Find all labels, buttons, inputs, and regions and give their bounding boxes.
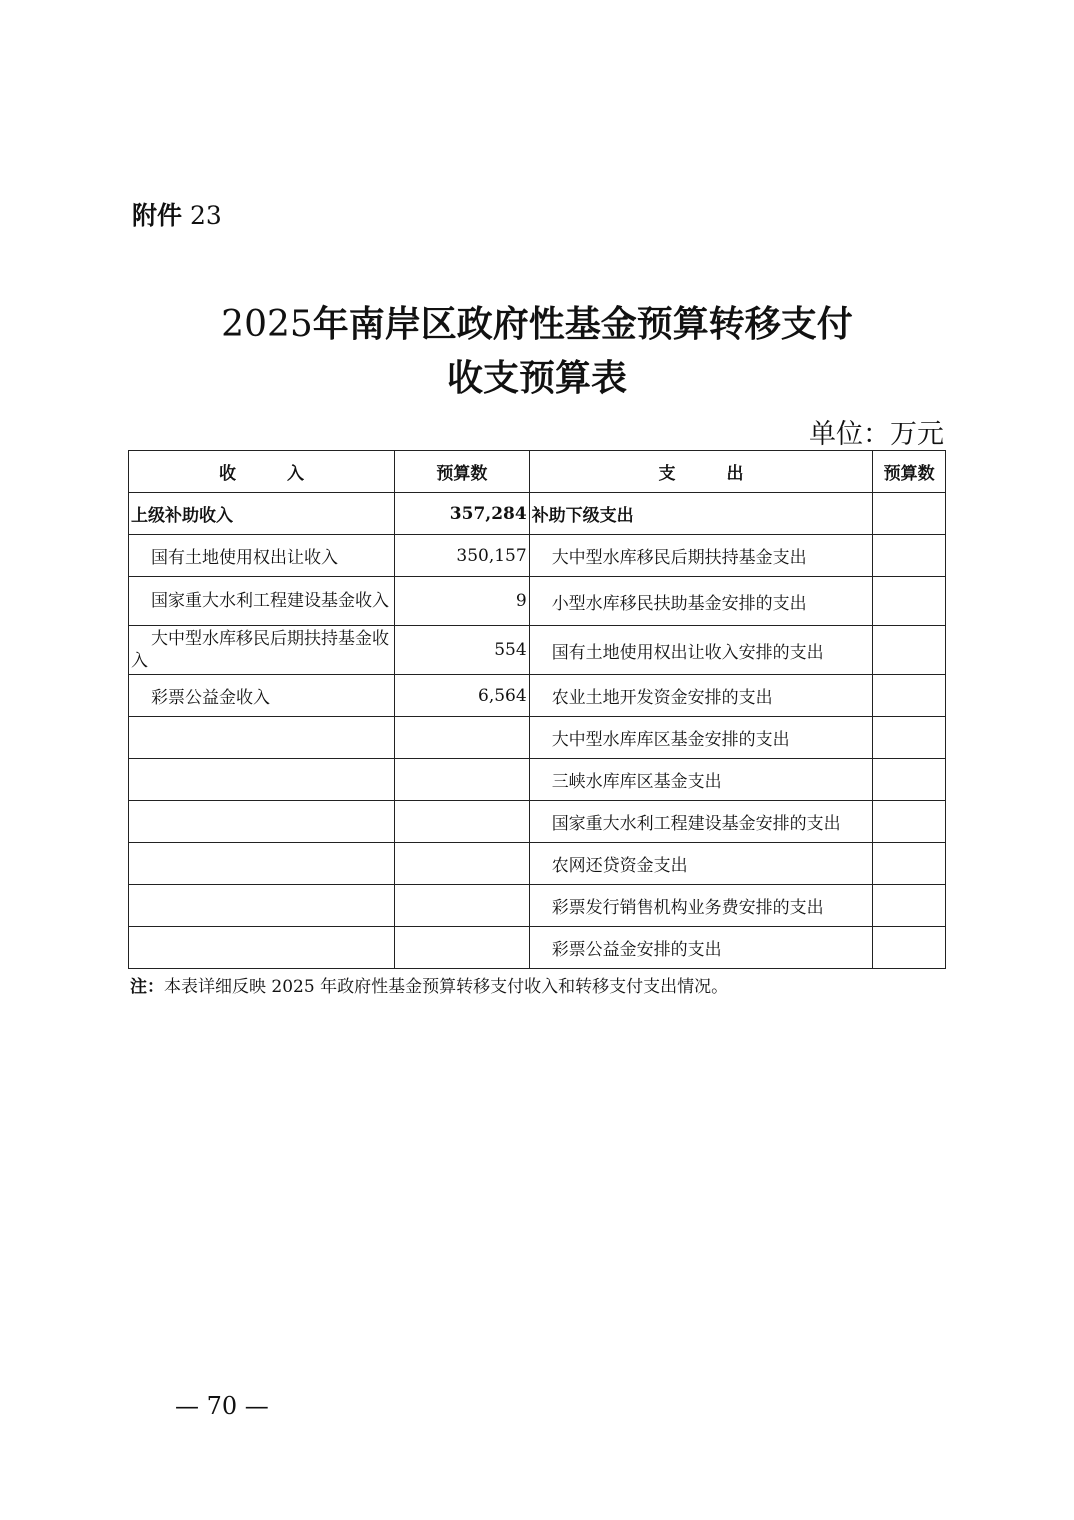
expense-cell: 大中型水库库区基金安排的支出 [529, 717, 873, 759]
table-row [129, 717, 946, 759]
income-cell: 国家重大水利工程建设基金收入 [129, 577, 395, 626]
income-budget-cell: 9 [394, 577, 529, 626]
income-cell: 国有土地使用权出让收入 [129, 535, 395, 577]
expense-budget-cell [873, 717, 946, 759]
table-header-row [129, 451, 946, 493]
expense-budget-cell [873, 535, 946, 577]
expense-cell: 彩票发行销售机构业务费安排的支出 [529, 885, 873, 927]
expense-cell: 大中型水库移民后期扶持基金支出 [529, 535, 873, 577]
note-text: 本表详细反映 2025 年政府性基金预算转移支付收入和转移支付支出情况。 [164, 977, 729, 997]
unit-label: 单位：万元 [809, 419, 944, 450]
expense-cell: 补助下级支出 [529, 493, 873, 535]
table-row [129, 885, 946, 927]
income-budget-cell [394, 927, 529, 969]
expense-cell: 彩票公益金安排的支出 [529, 927, 873, 969]
attachment-word: 附件 [132, 201, 183, 230]
income-cell: 上级补助收入 [129, 493, 395, 535]
income-budget-cell: 554 [394, 626, 529, 675]
table-row [129, 843, 946, 885]
income-budget-cell: 6,564 [394, 675, 529, 717]
header-income-budget: 预算数 [394, 451, 529, 493]
income-budget-cell [394, 801, 529, 843]
income-cell: 大中型水库移民后期扶持基金收入 [129, 626, 395, 675]
expense-budget-cell [873, 927, 946, 969]
table-row [129, 577, 946, 626]
header-expense: 支 出 [529, 451, 873, 493]
expense-budget-cell [873, 885, 946, 927]
expense-budget-cell [873, 626, 946, 675]
income-cell [129, 759, 395, 801]
table-row [129, 675, 946, 717]
budget-table [128, 450, 946, 969]
attachment-label [132, 196, 222, 232]
expense-cell: 国家重大水利工程建设基金安排的支出 [529, 801, 873, 843]
expense-budget-cell [873, 577, 946, 626]
table-row [129, 759, 946, 801]
table-row [129, 493, 946, 535]
income-budget-cell [394, 843, 529, 885]
page-title-line2: 收支预算表 [446, 357, 627, 399]
income-cell [129, 717, 395, 759]
income-budget-cell: 350,157 [394, 535, 529, 577]
expense-budget-cell [873, 675, 946, 717]
expense-cell: 农业土地开发资金安排的支出 [529, 675, 873, 717]
table-row [129, 927, 946, 969]
income-budget-cell [394, 759, 529, 801]
income-cell [129, 843, 395, 885]
table-row [129, 801, 946, 843]
expense-budget-cell [873, 801, 946, 843]
attachment-number: 23 [189, 201, 222, 230]
header-income: 收 入 [129, 451, 395, 493]
income-cell [129, 801, 395, 843]
title-year: 2025 [221, 304, 313, 345]
page-title [0, 296, 1074, 347]
expense-budget-cell [873, 759, 946, 801]
expense-cell: 农网还贷资金支出 [529, 843, 873, 885]
expense-cell: 三峡水库库区基金支出 [529, 759, 873, 801]
note-label: 注： [130, 977, 164, 997]
page-number: — 70 — [175, 1392, 269, 1420]
income-budget-cell [394, 885, 529, 927]
expense-cell: 国有土地使用权出让收入安排的支出 [529, 626, 873, 675]
header-expense-budget: 预算数 [873, 451, 946, 493]
expense-cell: 小型水库移民扶助基金安排的支出 [529, 577, 873, 626]
expense-budget-cell [873, 493, 946, 535]
table-note [130, 972, 728, 997]
income-budget-cell [394, 717, 529, 759]
income-cell [129, 927, 395, 969]
income-cell: 彩票公益金收入 [129, 675, 395, 717]
table-row [129, 626, 946, 675]
expense-budget-cell [873, 843, 946, 885]
income-budget-cell: 357,284 [394, 493, 529, 535]
table-row [129, 535, 946, 577]
title-line1: 年南岸区政府性基金预算转移支付 [312, 303, 853, 345]
income-cell [129, 885, 395, 927]
